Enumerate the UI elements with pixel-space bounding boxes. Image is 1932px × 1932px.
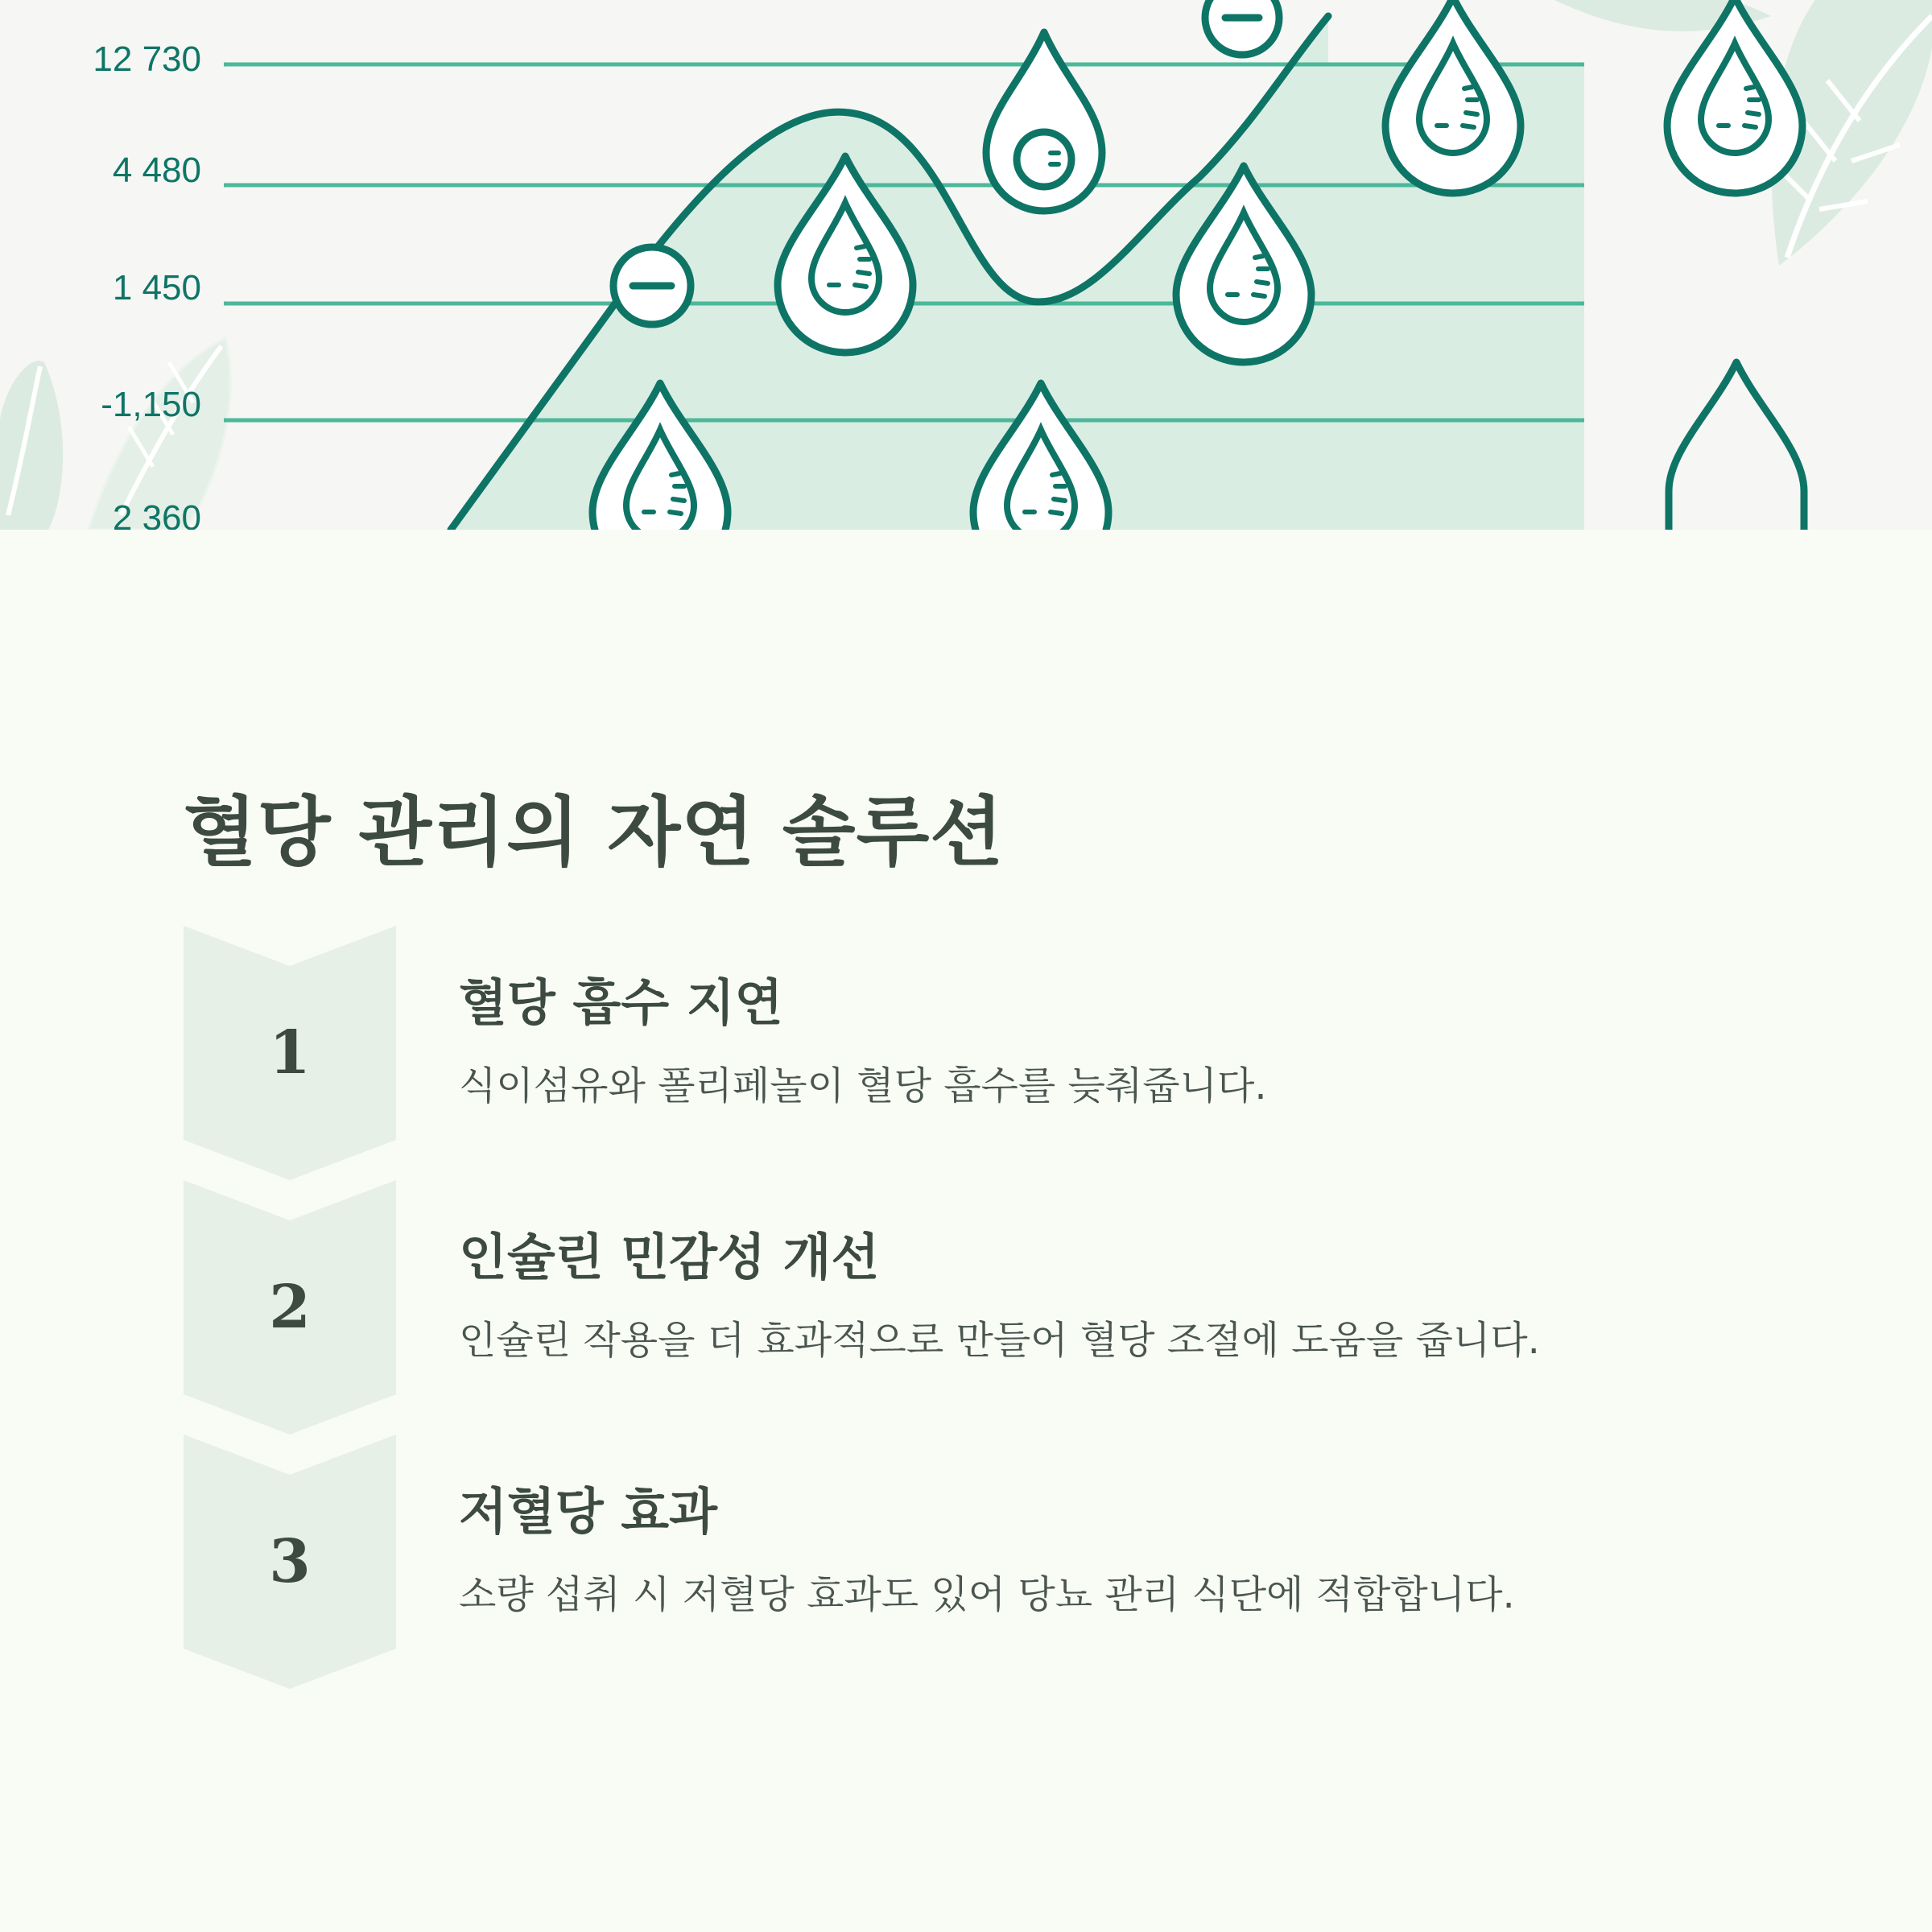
page-title: 혈당 관리의 자연 솔루션 <box>184 789 1005 877</box>
step-number: 2 <box>269 1273 311 1342</box>
step-chevron <box>184 1435 396 1689</box>
y-tick-label: 4 480 <box>112 151 201 190</box>
y-tick-label: -1,150 <box>101 385 201 424</box>
step-chevron <box>184 1180 396 1435</box>
step-title: 저혈당 효과 <box>459 1482 718 1541</box>
y-tick-label: 12 730 <box>93 39 201 79</box>
step-description: 인슐린 작용을 더 효과적으로 만들어 혈당 조절에 도움을 줍니다. <box>459 1318 1540 1363</box>
step-description: 식이섬유와 폴리페놀이 혈당 흡수를 늦춰줍니다. <box>459 1063 1267 1108</box>
step-item <box>184 926 1713 1180</box>
step-item <box>184 1180 1713 1435</box>
step-description: 소량 섭취 시 저혈당 효과도 있어 당뇨 관리 식단에 적합합니다. <box>459 1572 1515 1617</box>
y-tick-label: 1 450 <box>112 268 201 308</box>
step-number: 3 <box>269 1527 311 1596</box>
water-drop-icon <box>1385 0 1521 193</box>
step-title: 인슐린 민감성 개선 <box>459 1228 880 1286</box>
step-item <box>184 1435 1713 1689</box>
water-drop-icon <box>1669 362 1804 530</box>
y-tick-label: 2 360 <box>112 498 201 530</box>
minus-circle-icon <box>1205 0 1279 55</box>
content-section <box>0 530 1932 1932</box>
step-title: 혈당 흡수 지연 <box>459 973 783 1032</box>
header-illustration <box>0 0 1932 530</box>
step-chevron <box>184 926 396 1180</box>
step-number: 1 <box>269 1018 311 1088</box>
minus-circle-icon <box>613 247 691 324</box>
water-drop-icon <box>986 32 1102 211</box>
